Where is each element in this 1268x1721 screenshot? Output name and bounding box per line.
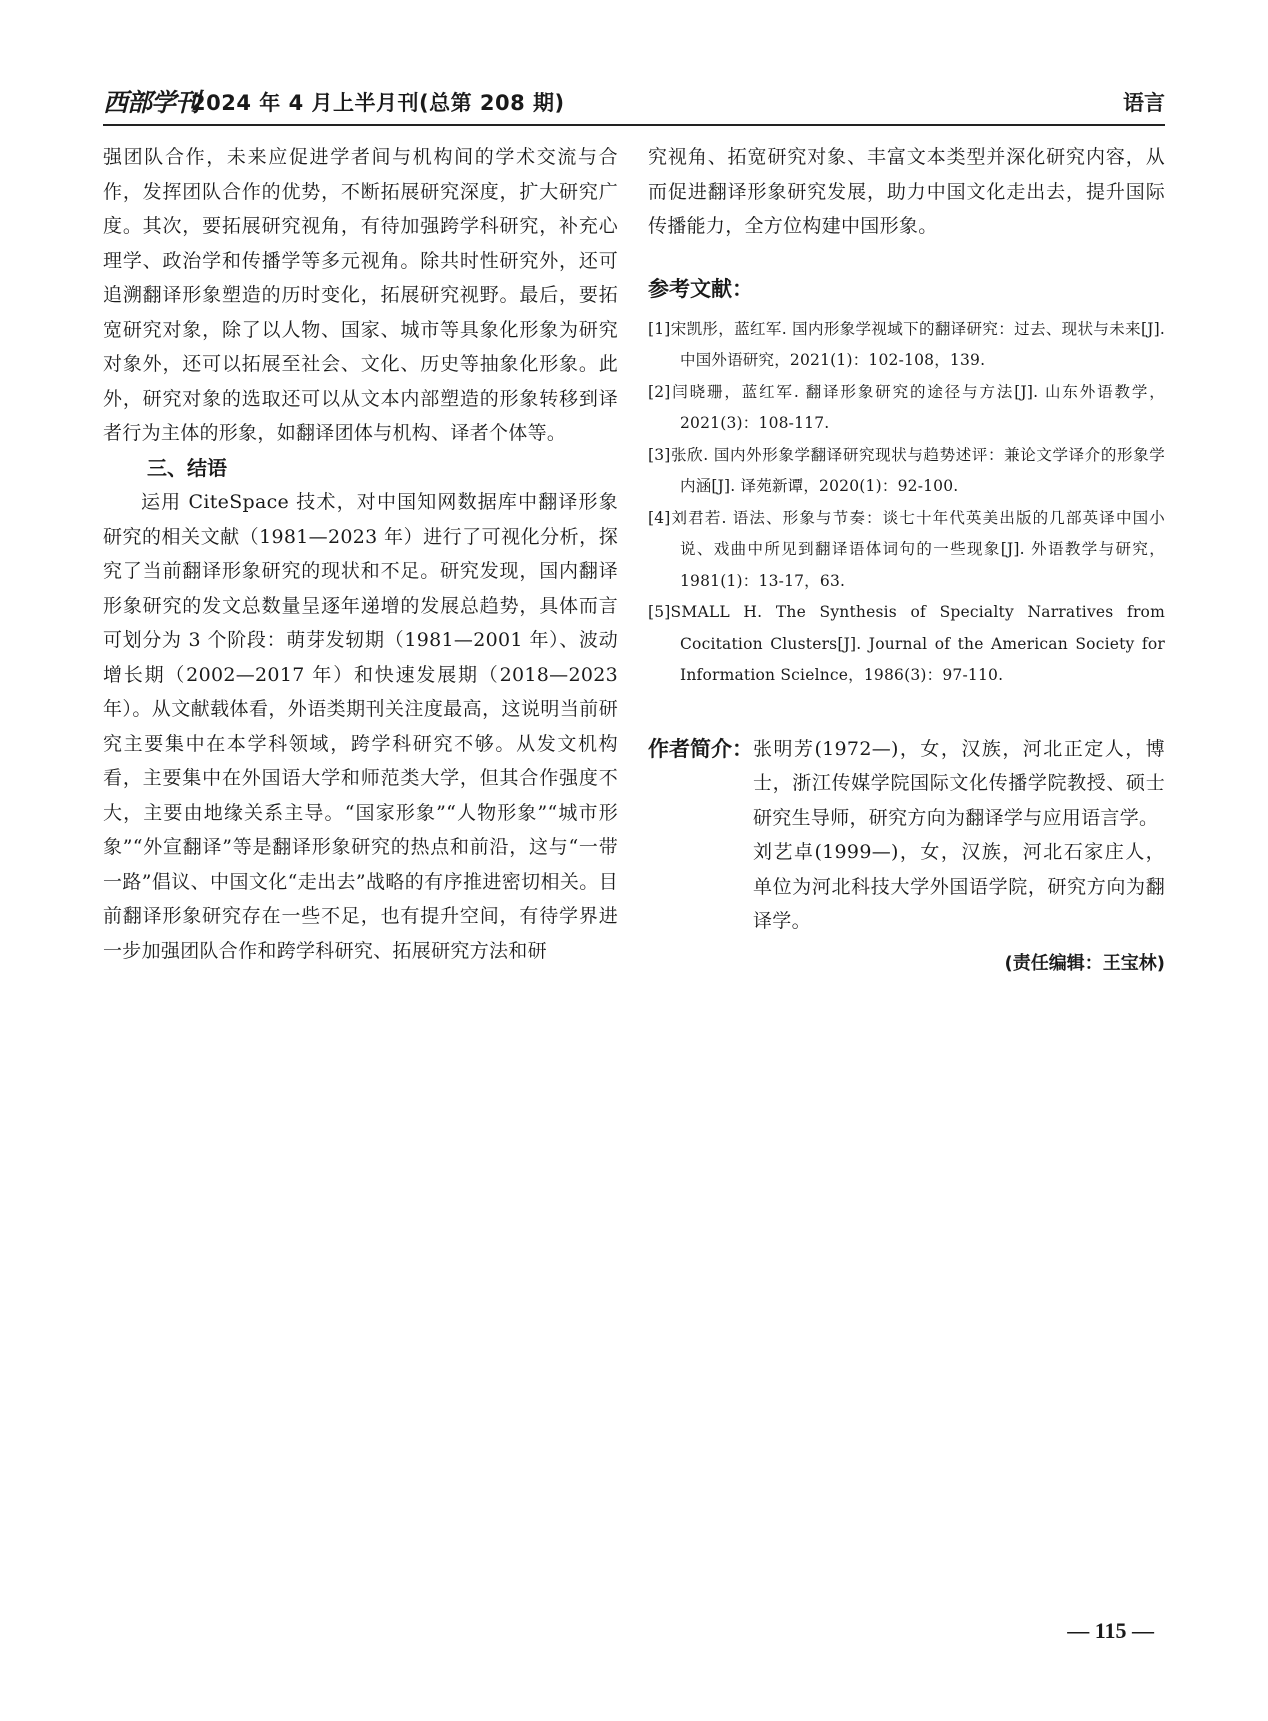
reference-list xyxy=(648,314,1165,692)
body-paragraph: 强团队合作，未来应促进学者间与机构间的学术交流与合作，发挥团队合作的优势，不断拓展研究深度，扩大研究广度。其次，要拓展研究视角，有待加强跨学科研究，补充心理学、政治学和传播学等多元视角。除共时性研究外，还可追溯翻译形象塑造的历时变化，拓展研究视野。最后，要拓宽研究对象，除了以人物、国家、城市等具象化形象为研究对象外，还可以拓展至社会、文化、历史等抽象化形象。此外，研究对象的选取还可以从文本内部塑造的形象转移到译者行为主体的形象，如翻译团体与机构、译者个体等。 xyxy=(103,146,618,444)
reference-item: [5]SMALL H. The Synthesis of Specialty Narratives from Cocitation Clusters[J]. Journal of the American Society for Information Scielnce，1986(3)：97-110. xyxy=(648,603,1165,684)
page-header xyxy=(103,88,1165,126)
page-number: — 115 — xyxy=(1067,1618,1154,1643)
author-label: 作者简介： xyxy=(648,736,753,761)
section-heading-conclusion: 三、结语 xyxy=(147,455,227,480)
author-text xyxy=(753,732,1165,939)
references-heading: 参考文献： xyxy=(648,276,753,301)
author-info xyxy=(648,732,1165,939)
reference-item: [2]闫晓珊，蓝红军. 翻译形象研究的途径与方法[J]. 山东外语教学，2021(3)：108-117. xyxy=(648,382,1165,432)
reference-item: [1]宋凯彤，蓝红军. 国内形象学视域下的翻译研究：过去、现状与未来[J]. 中国外语研究，2021(1)：102-108，139. xyxy=(648,319,1165,369)
right-column xyxy=(648,140,1165,979)
author-bio: 刘艺卓(1999—)，女，汉族，河北石家庄人，单位为河北科技大学外国语学院，研究方向为翻译学。 xyxy=(753,841,1165,932)
journal-logo: 西部学刊 xyxy=(103,88,200,117)
body-paragraph: 究视角、拓宽研究对象、丰富文本类型并深化研究内容，从而促进翻译形象研究发展，助力中国文化走出去，提升国际传播能力，全方位构建中国形象。 xyxy=(648,146,1165,237)
section-label: 语言 xyxy=(1123,91,1165,115)
reference-item: [4]刘君若. 语法、形象与节奏：谈七十年代英美出版的几部英译中国小说、戏曲中所见到翻译语体词句的一些现象[J]. 外语教学与研究，1981(1)：13-17，63. xyxy=(648,508,1165,590)
body-paragraph: 运用 CiteSpace 技术，对中国知网数据库中翻译形象研究的相关文献（1981—2023 年）进行了可视化分析，探究了当前翻译形象研究的现状和不足。研究发现，国内翻译形象研究的发文总数量呈逐年递增的发展总趋势，具体而言可划分为 3 个阶段：萌芽发轫期（1981—2001 年）、波动增长期（2002—2017 年）和快速发展期（2018—2023 年）。从文献载体看，外语类期刊关注度最高，这说明当前研究主要集中在本学科领域，跨学科研究不够。从发文机构看，主要集中在外国语大学和师范类大学，但其合作强度不大，主要由地缘关系主导。“国家形象”“人物形象”“城市形象”“外宣翻译”等是翻译形象研究的热点和前沿，这与“一带一路”倡议、中国文化“走出去”战略的有序推进密切相关。目前翻译形象研究存在一些不足，也有提升空间，有待学界进一步加强团队合作和跨学科研究、拓展研究方法和研 xyxy=(103,491,618,962)
left-column xyxy=(103,140,618,968)
editor-note: (责任编辑：王宝林) xyxy=(1004,952,1165,974)
issue-info: 2024 年 4 月上半月刊(总第 208 期) xyxy=(191,91,565,115)
reference-item: [3]张欣. 国内外形象学翻译研究现状与趋势述评：兼论文学译介的形象学内涵[J]. 译苑新谭，2020(1)：92-100. xyxy=(648,445,1165,495)
author-bio: 张明芳(1972—)，女，汉族，河北正定人，博士，浙江传媒学院国际文化传播学院教授、硕士研究生导师，研究方向为翻译学与应用语言学。 xyxy=(753,737,1165,829)
